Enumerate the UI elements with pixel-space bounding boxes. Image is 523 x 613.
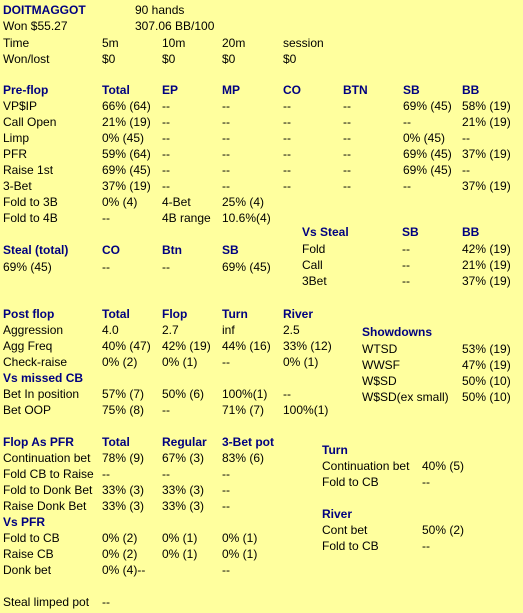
showdown-val: 50% (10) [462,374,511,388]
flop-pfr-cell: -- [162,467,170,481]
flop-pfr-row-label: Raise Donk Bet [3,499,87,513]
vs-steal-row-label: Fold [302,242,326,256]
river-row-val: -- [422,539,430,553]
flop-pfr-cell: -- [222,467,230,481]
preflop-header-6: SB [403,83,420,97]
preflop-cell: 66% (64) [102,99,151,113]
preflop-cell: 69% (45) [403,163,452,177]
postflop-cell: 0% (1) [162,355,198,369]
four-b-range-val: 10.6%(4) [222,211,271,225]
turn-title: Turn [322,443,348,457]
wonlost-val-0: $0 [102,52,116,66]
vs-steal-title: Vs Steal [302,225,349,239]
flop-pfr-header-1: Total [102,435,130,449]
preflop-cell: 37% (19) [462,179,511,193]
vs-steal-col-bb: BB [462,225,480,239]
preflop-header-3: MP [222,83,240,97]
showdown-val: 50% (10) [462,390,511,404]
bb-per-100: 307.06 BB/100 [135,19,215,33]
postflop-header-2: Flop [162,307,188,321]
flop-pfr-header-2: Regular [162,435,207,449]
preflop-cell: -- [222,147,230,161]
preflop-cell: 69% (45) [102,163,151,177]
fold-to-4b-label: Fold to 4B [3,211,58,225]
preflop-cell: -- [283,99,291,113]
postflop-cell: -- [222,355,230,369]
preflop-row-label: 3-Bet [3,179,32,193]
preflop-row-label: Limp [3,131,30,145]
preflop-cell: -- [222,99,230,113]
preflop-cell: -- [283,147,291,161]
postflop-cell: 40% (47) [102,339,151,353]
steal-header-0: Steal (total) [3,243,69,257]
preflop-cell: -- [283,131,291,145]
preflop-cell: -- [343,131,351,145]
vs-pfr-row-label: Raise CB [3,547,54,561]
flop-pfr-cell: -- [102,467,110,481]
wonlost-val-1: $0 [162,52,176,66]
preflop-cell: 37% (19) [462,147,511,161]
fold-to-4b-val: -- [102,211,110,225]
flop-pfr-cell: -- [222,499,230,513]
preflop-cell: -- [343,179,351,193]
postflop-header-1: Total [102,307,130,321]
preflop-header-4: CO [283,83,301,97]
postflop-cell: 0% (2) [102,355,138,369]
postflop-row-label: Agg Freq [3,339,53,353]
flop-pfr-cell: 33% (3) [162,499,205,513]
showdown-label: W$SD [362,374,397,388]
steal-limped-val: -- [102,595,110,609]
missed-cb-cell: 75% (8) [102,403,145,417]
vs-pfr-cell: 0% (2) [102,547,138,561]
preflop-cell: 21% (19) [102,115,151,129]
vs-pfr-title: Vs PFR [3,515,46,529]
preflop-cell: 69% (45) [403,99,452,113]
turn-row-val: 40% (5) [422,459,465,473]
flop-pfr-cell: 83% (6) [222,451,265,465]
showdown-label: WWSF [362,358,400,372]
flop-pfr-cell: 67% (3) [162,451,205,465]
vs-steal-row-label: 3Bet [302,274,327,288]
preflop-cell: -- [343,115,351,129]
preflop-cell: -- [222,115,230,129]
showdown-label: W$SD(ex small) [362,390,449,404]
missed-cb-cell: 71% (7) [222,403,265,417]
vs-steal-col-sb: SB [402,225,419,239]
missed-cb-cell: 57% (7) [102,387,145,401]
river-title: River [322,507,353,521]
steal-val-1: -- [102,260,110,274]
flop-pfr-row-label: Fold to Donk Bet [3,483,93,497]
turn-row-val: -- [422,475,430,489]
vs-pfr-row-label: Fold to CB [3,531,60,545]
time-col-0: 5m [102,36,119,50]
player-name: DOITMAGGOT [3,3,86,17]
preflop-row-label: VP$IP [3,99,38,113]
preflop-cell: -- [462,131,470,145]
preflop-cell: -- [343,147,351,161]
vs-steal-cell: -- [402,274,410,288]
four-bet-label: 4-Bet [162,195,191,209]
postflop-header-3: Turn [222,307,248,321]
preflop-cell: -- [222,179,230,193]
postflop-cell: 42% (19) [162,339,211,353]
missed-cb-cell: 100%(1) [222,387,268,401]
preflop-cell: -- [403,115,411,129]
missed-cb-cell: 100%(1) [283,403,329,417]
showdowns-title: Showdowns [362,325,432,339]
won-amount: Won $55.27 [3,19,68,33]
preflop-cell: -- [283,163,291,177]
postflop-row-label: Check-raise [3,355,68,369]
flop-pfr-cell: 33% (3) [102,499,145,513]
flop-pfr-header-0: Flop As PFR [3,435,74,449]
vs-pfr-cell: 0% (2) [102,531,138,545]
vs-pfr-cell: -- [222,563,230,577]
steal-limped-label: Steal limped pot [3,595,90,609]
preflop-cell: -- [343,163,351,177]
flop-pfr-header-3: 3-Bet pot [222,435,274,449]
vs-steal-cell: -- [402,258,410,272]
postflop-cell: 33% (12) [283,339,332,353]
vs-steal-cell: -- [402,242,410,256]
vs-pfr-cell: 0% (4)-- [102,563,146,577]
flop-pfr-row-label: Fold CB to Raise [3,467,94,481]
steal-header-3: SB [222,243,239,257]
preflop-cell: 21% (19) [462,115,511,129]
steal-val-2: -- [162,260,170,274]
river-row-label: Fold to CB [322,539,379,553]
missed-cb-cell: -- [162,403,170,417]
vs-pfr-cell: 0% (1) [162,547,198,561]
postflop-cell: 4.0 [102,323,119,337]
flop-pfr-cell: 33% (3) [162,483,205,497]
preflop-header-7: BB [462,83,480,97]
four-b-range-label: 4B range [162,211,211,225]
four-bet-val: 25% (4) [222,195,265,209]
wonlost-val-2: $0 [222,52,236,66]
preflop-cell: 0% (45) [403,131,446,145]
missed-cb-cell: 50% (6) [162,387,205,401]
steal-header-1: CO [102,243,120,257]
turn-row-label: Fold to CB [322,475,379,489]
vs-pfr-row-label: Donk bet [3,563,52,577]
preflop-cell: 59% (64) [102,147,151,161]
hands-count: 90 hands [135,3,185,17]
vs-steal-row-label: Call [302,258,323,272]
preflop-row-label: Call Open [3,115,57,129]
preflop-cell: 37% (19) [102,179,151,193]
vs-steal-cell: 37% (19) [462,274,511,288]
turn-row-label: Continuation bet [322,459,410,473]
flop-pfr-row-label: Continuation bet [3,451,91,465]
showdown-val: 47% (19) [462,358,511,372]
flop-pfr-cell: 78% (9) [102,451,145,465]
vs-steal-cell: 21% (19) [462,258,511,272]
time-col-1: 10m [162,36,186,50]
vs-steal-cell: 42% (19) [462,242,511,256]
preflop-cell: -- [162,179,170,193]
preflop-cell: -- [283,179,291,193]
missed-cb-row-label: Bet In position [3,387,80,401]
preflop-row-label: PFR [3,147,27,161]
postflop-cell: inf [222,323,235,337]
flop-pfr-cell: -- [222,483,230,497]
vs-pfr-cell: 0% (1) [222,531,258,545]
vs-pfr-cell: 0% (1) [222,547,258,561]
steal-val-0: 69% (45) [3,260,52,274]
preflop-cell: 69% (45) [403,147,452,161]
time-col-2: 20m [222,36,246,50]
vs-pfr-cell: 0% (1) [162,531,198,545]
postflop-row-label: Aggression [3,323,64,337]
preflop-cell: 0% (45) [102,131,145,145]
preflop-cell: -- [162,147,170,161]
postflop-header-4: River [283,307,314,321]
postflop-cell: 2.7 [162,323,179,337]
postflop-header-0: Post flop [3,307,55,321]
preflop-cell: -- [162,115,170,129]
wonlost-val-3: $0 [283,52,297,66]
showdown-val: 53% (19) [462,342,511,356]
time-col-3: session [283,36,324,50]
steal-val-3: 69% (45) [222,260,271,274]
flop-pfr-cell: 33% (3) [102,483,145,497]
preflop-header-1: Total [102,83,130,97]
missed-cb-row-label: Bet OOP [3,403,52,417]
preflop-cell: -- [403,179,411,193]
preflop-cell: -- [222,163,230,177]
preflop-header-2: EP [162,83,179,97]
fold-to-3b-label: Fold to 3B [3,195,58,209]
preflop-cell: -- [283,115,291,129]
missed-cb-cell: -- [283,387,291,401]
preflop-row-label: Raise 1st [3,163,54,177]
preflop-cell: -- [222,131,230,145]
showdown-label: WTSD [362,342,398,356]
wonlost-label: Won/lost [3,52,50,66]
postflop-cell: 2.5 [283,323,300,337]
preflop-cell: 58% (19) [462,99,511,113]
vs-missed-cb-title: Vs missed CB [3,371,84,385]
river-row-label: Cont bet [322,523,368,537]
fold-to-3b-val: 0% (4) [102,195,138,209]
preflop-cell: -- [462,163,470,177]
preflop-cell: -- [343,99,351,113]
preflop-header-0: Pre-flop [3,83,49,97]
postflop-cell: 44% (16) [222,339,271,353]
preflop-cell: -- [162,163,170,177]
steal-header-2: Btn [162,243,182,257]
river-row-val: 50% (2) [422,523,465,537]
preflop-cell: -- [162,99,170,113]
time-label: Time [3,36,30,50]
postflop-cell: 0% (1) [283,355,319,369]
preflop-header-5: BTN [343,83,368,97]
preflop-cell: -- [162,131,170,145]
